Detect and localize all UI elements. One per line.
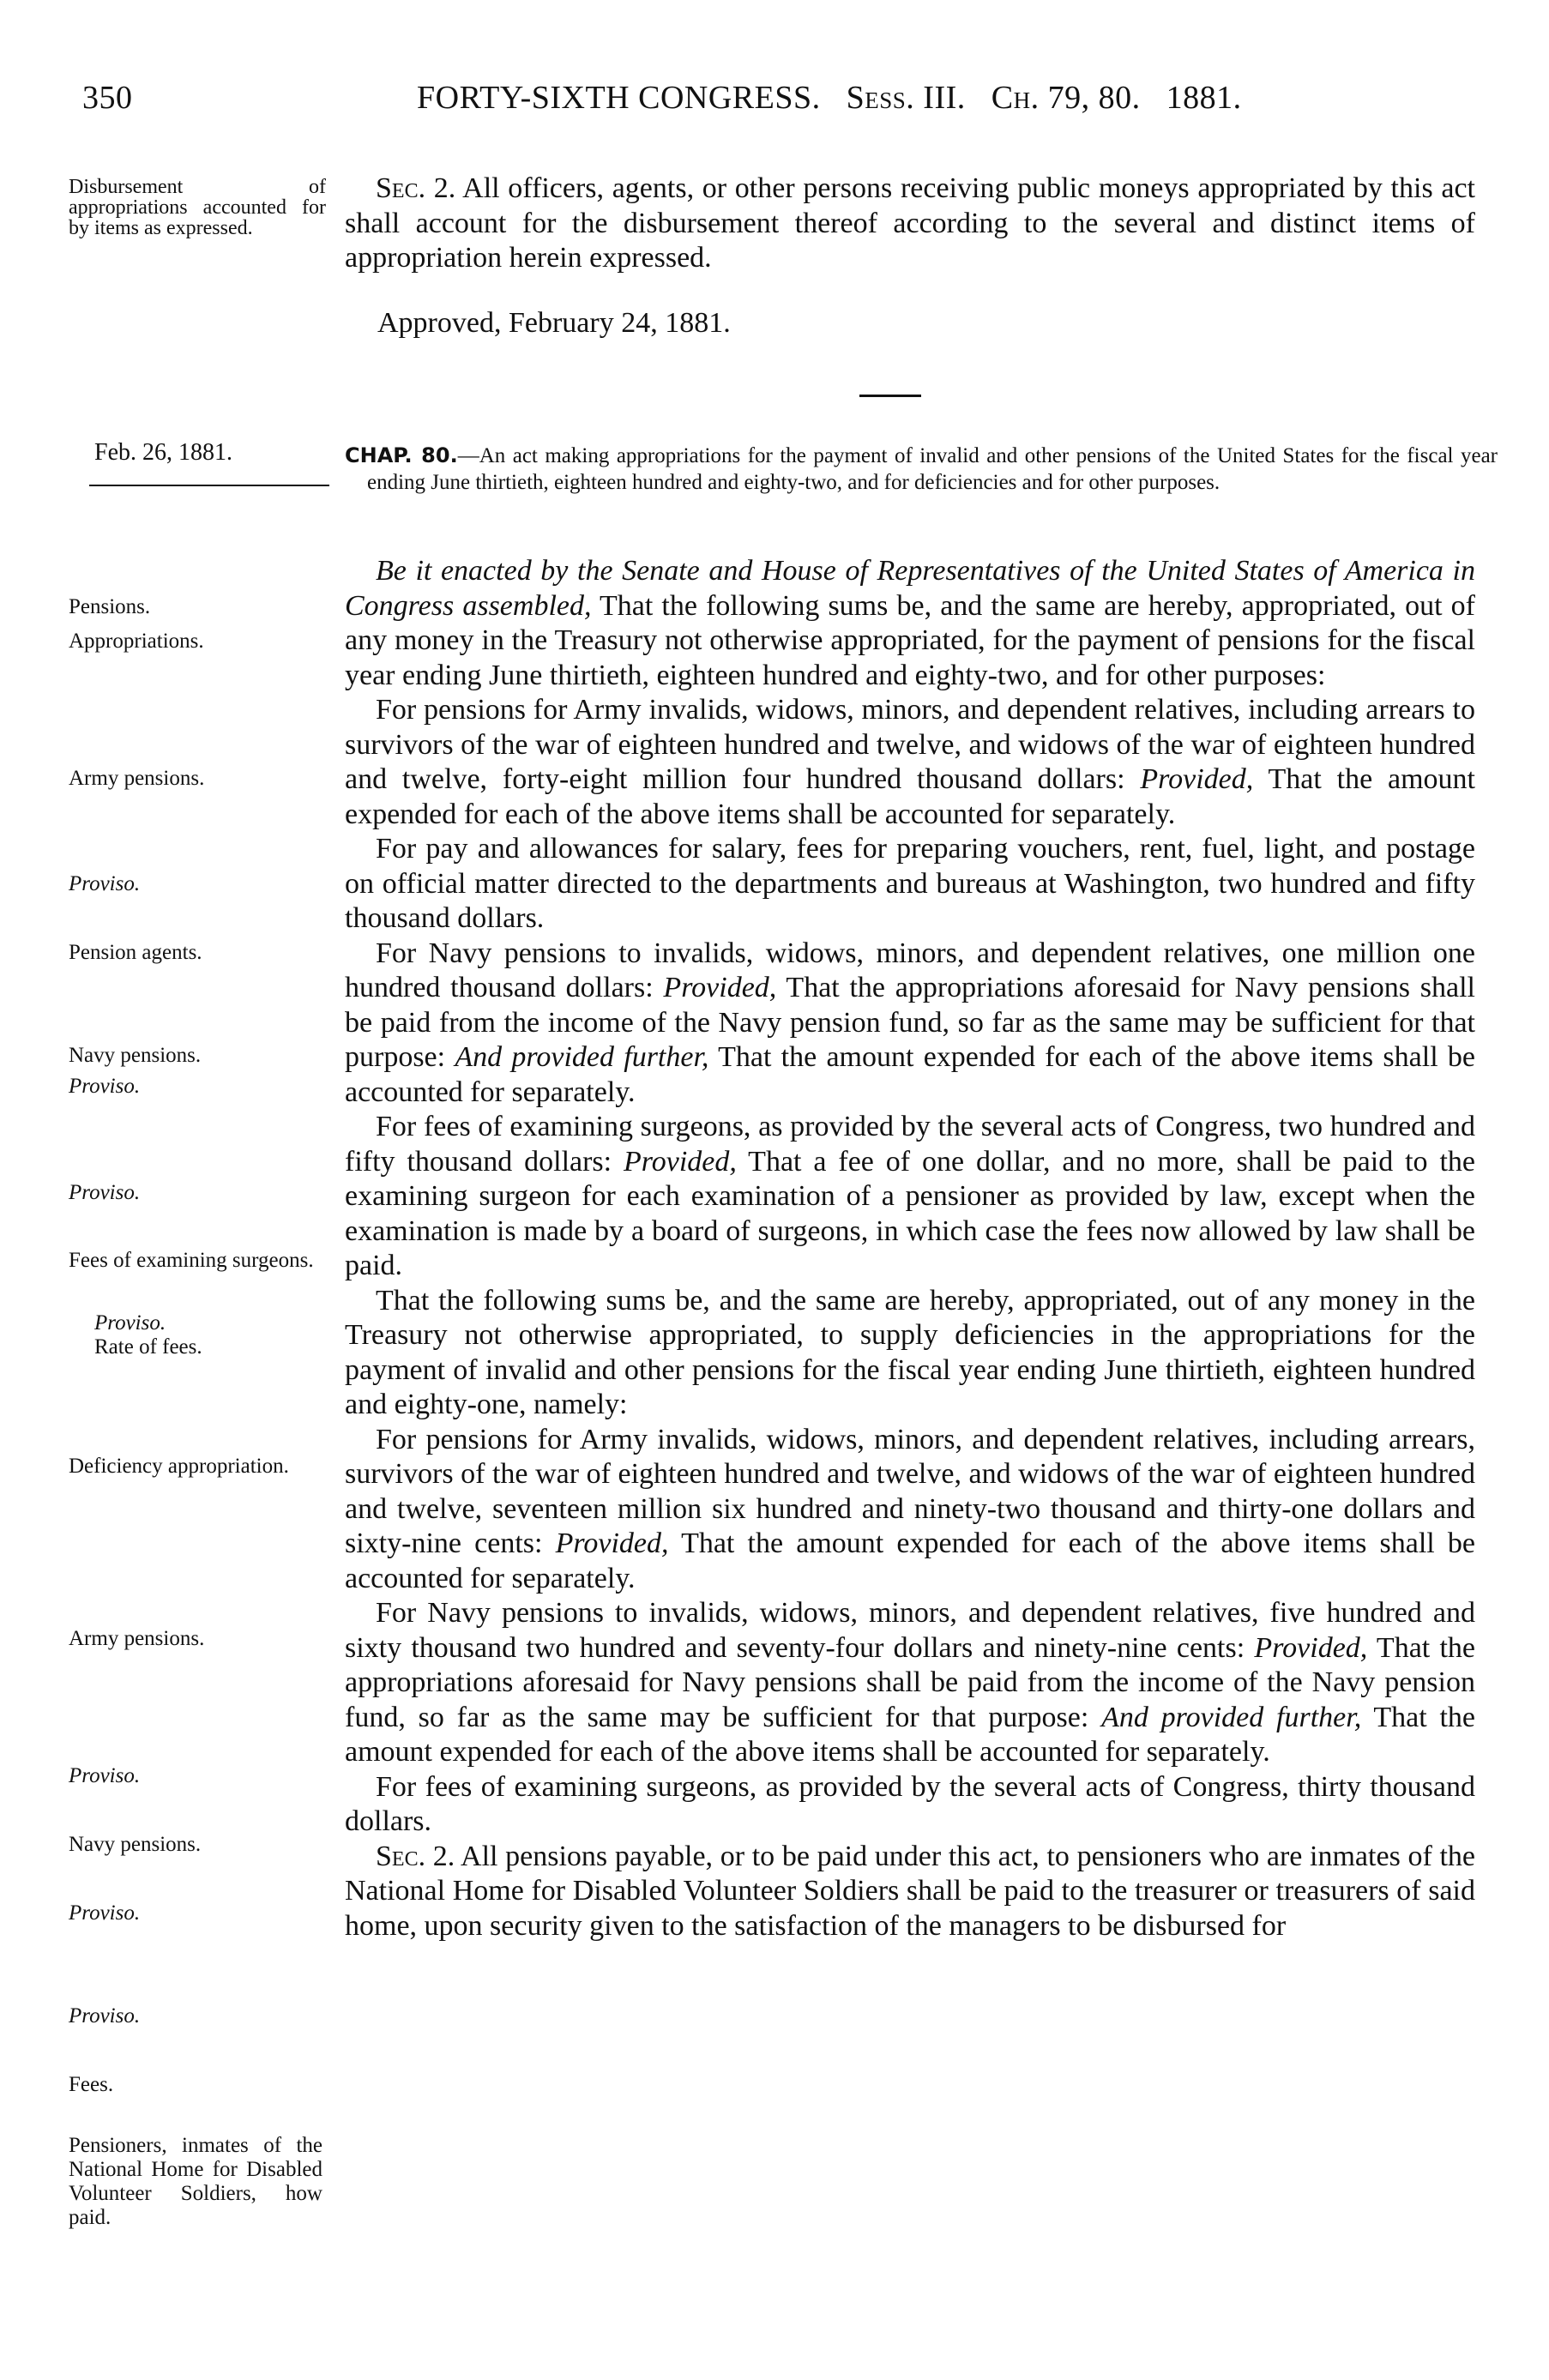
chapter-range: Ch. 79, 80. (991, 80, 1141, 116)
margin-note-army-pensions: Army pensions. (69, 1627, 205, 1650)
margin-note-proviso: Proviso. (69, 2004, 141, 2028)
paragraph-section-2: Sec. 2. All pensions payable, or to be paid under this act, to pensioners who are inmates of the National Home for Disabled Volunteer Soldiers shall be paid to the treasurer or treasurers of said home, upon security given to the satisfaction of the managers to be disbursed for (345, 1840, 1475, 1942)
chapter-label: CHAP. 80. (345, 443, 458, 467)
paragraph-navy-pensions-deficiency: For Navy pensions to invalids, widows, minors, and dependent relatives, five hundred and sixty thousand two hundred and seventy-four dollars and ninety-nine cents: Provided, That the appropriations aforesaid for Navy pensions shall be paid from the income of the Navy pension fund, so far as the same may be sufficient for that purpose: And provided further, That the amount expended for each of the above items shall be accounted for separately. (345, 1597, 1476, 1768)
page-header (82, 79, 1455, 130)
margin-note-appropriations: Appropriations. (69, 630, 204, 653)
paragraph-army-pensions-deficiency: For pensions for Army invalids, widows, minors, and dependent relatives, including arrears, survivors of the war of eighteen hundred and twelve, and widows of the war of eighteen hundred and twelve, seventeen million six hundred and ninety-two thousand and thirty-one dollars and sixty-nine cents: Provided, That the amount expended for each of the above items shall be accounted for separately. (345, 1423, 1475, 1594)
enacting-clause: Be it enacted by the Senate and House of Representatives of the United States of America in Congress assembled, That the following sums be, and the same are hereby, appropriated, out of any money in the Treasury not otherwise appropriated, for the payment of pensions for the fiscal year ending June thirtieth, eighteen hundred and eighty-two, and for other purposes: (345, 555, 1475, 691)
margin-note-proviso: Proviso. (69, 1901, 141, 1925)
section-label: Sec. 2. (376, 1840, 455, 1872)
margin-note-proviso: Proviso. (69, 872, 141, 895)
paragraph-deficiency: That the following sums be, and the same are hereby, appropriated, out of any money in the Treasury not otherwise appropriated, to supply deficiencies in the appropriations for the payment of invalid and other pensions for the fiscal year ending June thirtieth, eighteen hundred and eighty-one, namely: (345, 1284, 1475, 1420)
congress-title: FORTY-SIXTH CONGRESS. (417, 80, 821, 116)
page-number: 350 (82, 80, 133, 116)
chapter-title (345, 443, 1498, 496)
header-year: 1881. (1166, 80, 1242, 116)
paragraph-fees-deficiency: For fees of examining surgeons, as provided by the several acts of Congress, thirty thousand dollars. (345, 1770, 1475, 1837)
chapter-date: Feb. 26, 1881. (94, 439, 232, 466)
margin-note-deficiency: Deficiency appropriation. (69, 1455, 289, 1478)
chapter-80-body (345, 554, 1475, 1943)
margin-note-proviso: Proviso. (69, 1764, 141, 1787)
chapter-description: —An act making appropriations for the payment of invalid and other pensions of the United States for the fiscal year ending June thirtieth, eighteen hundred and eighty-two, and for deficiencies and for other purposes. (367, 444, 1498, 494)
margin-note-proviso: Proviso. (94, 1311, 166, 1335)
margin-note-proviso: Proviso. (69, 1181, 141, 1204)
margin-note-pensions: Pensions. (69, 595, 151, 618)
margin-note-navy-pensions: Navy pensions. (69, 1044, 202, 1067)
paragraph-pension-agents: For pay and allowances for salary, fees for preparing vouchers, rent, fuel, light, and postage on official matter directed to the departments and bureaus at Washington, two hundred and fifty thousand dollars. (345, 833, 1475, 934)
date-rule (89, 485, 329, 486)
session-label: Sess. III. (846, 80, 966, 116)
margin-note-pension-agents: Pension agents. (69, 941, 202, 964)
margin-note-army-pensions: Army pensions. (69, 767, 205, 790)
paragraph-examining-fees: For fees of examining surgeons, as provided by the several acts of Congress, two hundred and fifty thousand dollars: Provided, That a fee of one dollar, and no more, shall be paid to the examining surgeon for each examination of a pensioner as provided by law, except when the examination is made by a board of surgeons, in which case the fees now allowed by law shall be paid. (345, 1111, 1475, 1281)
margin-note-fees: Fees. (69, 2073, 114, 2096)
margin-note-proviso: Proviso. (69, 1075, 141, 1098)
paragraph-navy-pensions: For Navy pensions to invalids, widows, minors, and dependent relatives, one million one hundred thousand dollars: Provided, That the appropriations aforesaid for Navy pensions shall be paid from the income of the Navy pension fund, so far as the same may be sufficient for that purpose: And provided further, That the amount expended for each of the above items shall be accounted for separately. (345, 937, 1475, 1108)
approval-date: Approved, February 24, 1881. (377, 307, 731, 339)
margin-note-pensioners-home: Pensioners, inmates of the National Home for Disabled Volunteer Soldiers, how paid. (69, 2134, 322, 2229)
margin-note-rate-of-fees: Rate of fees. (94, 1335, 202, 1359)
section-divider (859, 395, 921, 397)
margin-note-fees-examining: Fees of examining surgeons. (69, 1249, 314, 1272)
paragraph-army-pensions: For pensions for Army invalids, widows, minors, and dependent relatives, including arrears to survivors of the war of eighteen hundred and twelve, and widows of the war of eighteen hundred and twelve, forty-eight million four hundred thousand dollars: Provided, That the amount expended for each of the above items shall be accounted for separately. (345, 694, 1476, 830)
ch79-section-2: Sec. 2. All officers, agents, or other persons receiving public moneys appropriated by this act shall account for the disbursement thereof according to the several and distinct items of appropriation herein expressed. (345, 172, 1476, 274)
running-title (417, 79, 1242, 117)
margin-note-navy-pensions: Navy pensions. (69, 1833, 202, 1856)
section-label: Sec. 2. (376, 172, 456, 204)
